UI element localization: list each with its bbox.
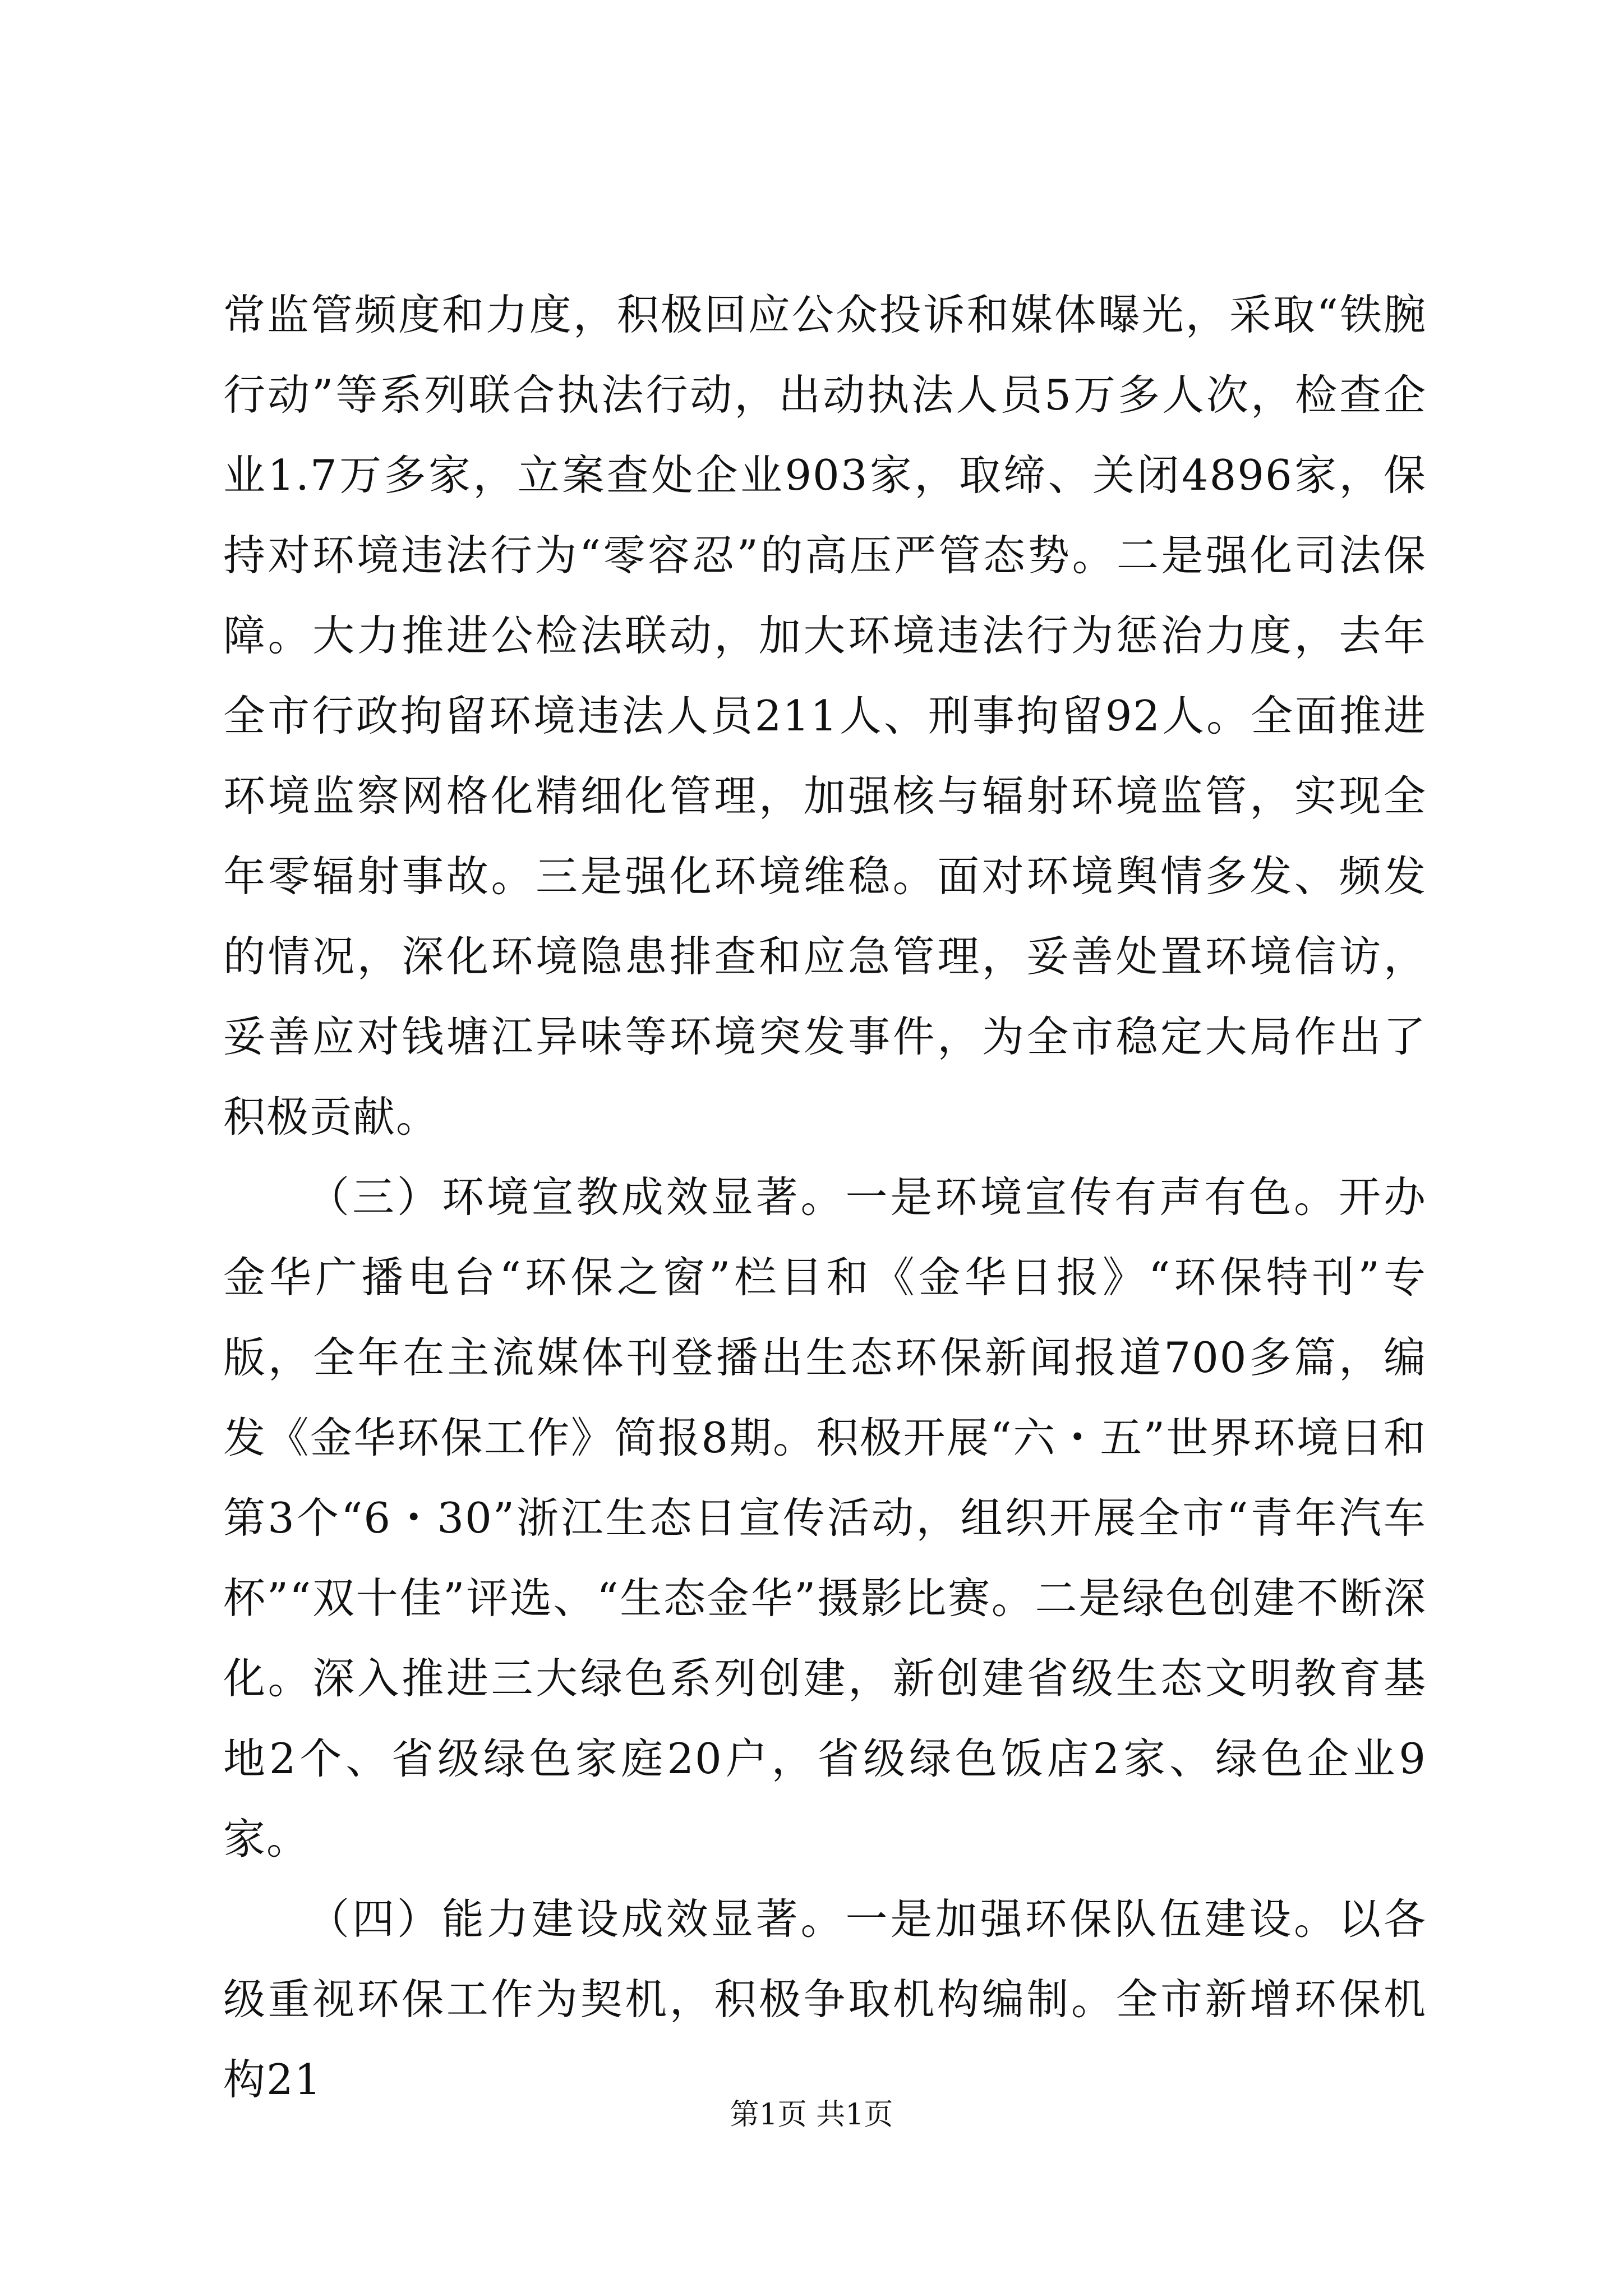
document-body [223, 275, 1427, 2120]
paragraph-environmental-education: （三）环境宣教成效显著。一是环境宣传有声有色。开办金华广播电台“环保之窗”栏目和《金华日报》“环保特刊”专版，全年在主流媒体刊登播出生态环保新闻报道700多篇，编发《金华环保工作》简报8期。积极开展“六・五”世界环境日和第3个“6・30”浙江生态日宣传活动，组织开展全市“青年汽车杯”“双十佳”评选、“生态金华”摄影比赛。二是绿色创建不断深化。深入推进三大绿色系列创建，新创建省级生态文明教育基地2个、省级绿色家庭20户，省级绿色饭店2家、绿色企业9家。 [223, 1172, 1427, 1864]
page-footer: 第1页 共1页 [730, 2098, 893, 2132]
paragraph-enforcement-continued: 常监管频度和力度，积极回应公众投诉和媒体曝光，采取“铁腕行动”等系列联合执法行动，出动执法人员5万多人次，检查企业1.7万多家，立案查处企业903家，取缔、关闭4896家，保持对环境违法行为“零容忍”的高压严管态势。二是强化司法保障。大力推进公检法联动，加大环境违法行为惩治力度，去年全市行政拘留环境违法人员211人、刑事拘留92人。全面推进环境监察网格化精细化管理，加强核与辐射环境监管，实现全年零辐射事故。三是强化环境维稳。面对环境舆情多发、频发的情况，深化环境隐患排查和应急管理，妥善处置环境信访，妥善应对钱塘江异味等环境突发事件，为全市稳定大局作出了积极贡献。 [223, 290, 1427, 1142]
paragraph-capacity-building: （四）能力建设成效显著。一是加强环保队伍建设。以各级重视环保工作为契机，积极争取机构编制。全市新增环保机构21 [223, 1894, 1427, 2104]
